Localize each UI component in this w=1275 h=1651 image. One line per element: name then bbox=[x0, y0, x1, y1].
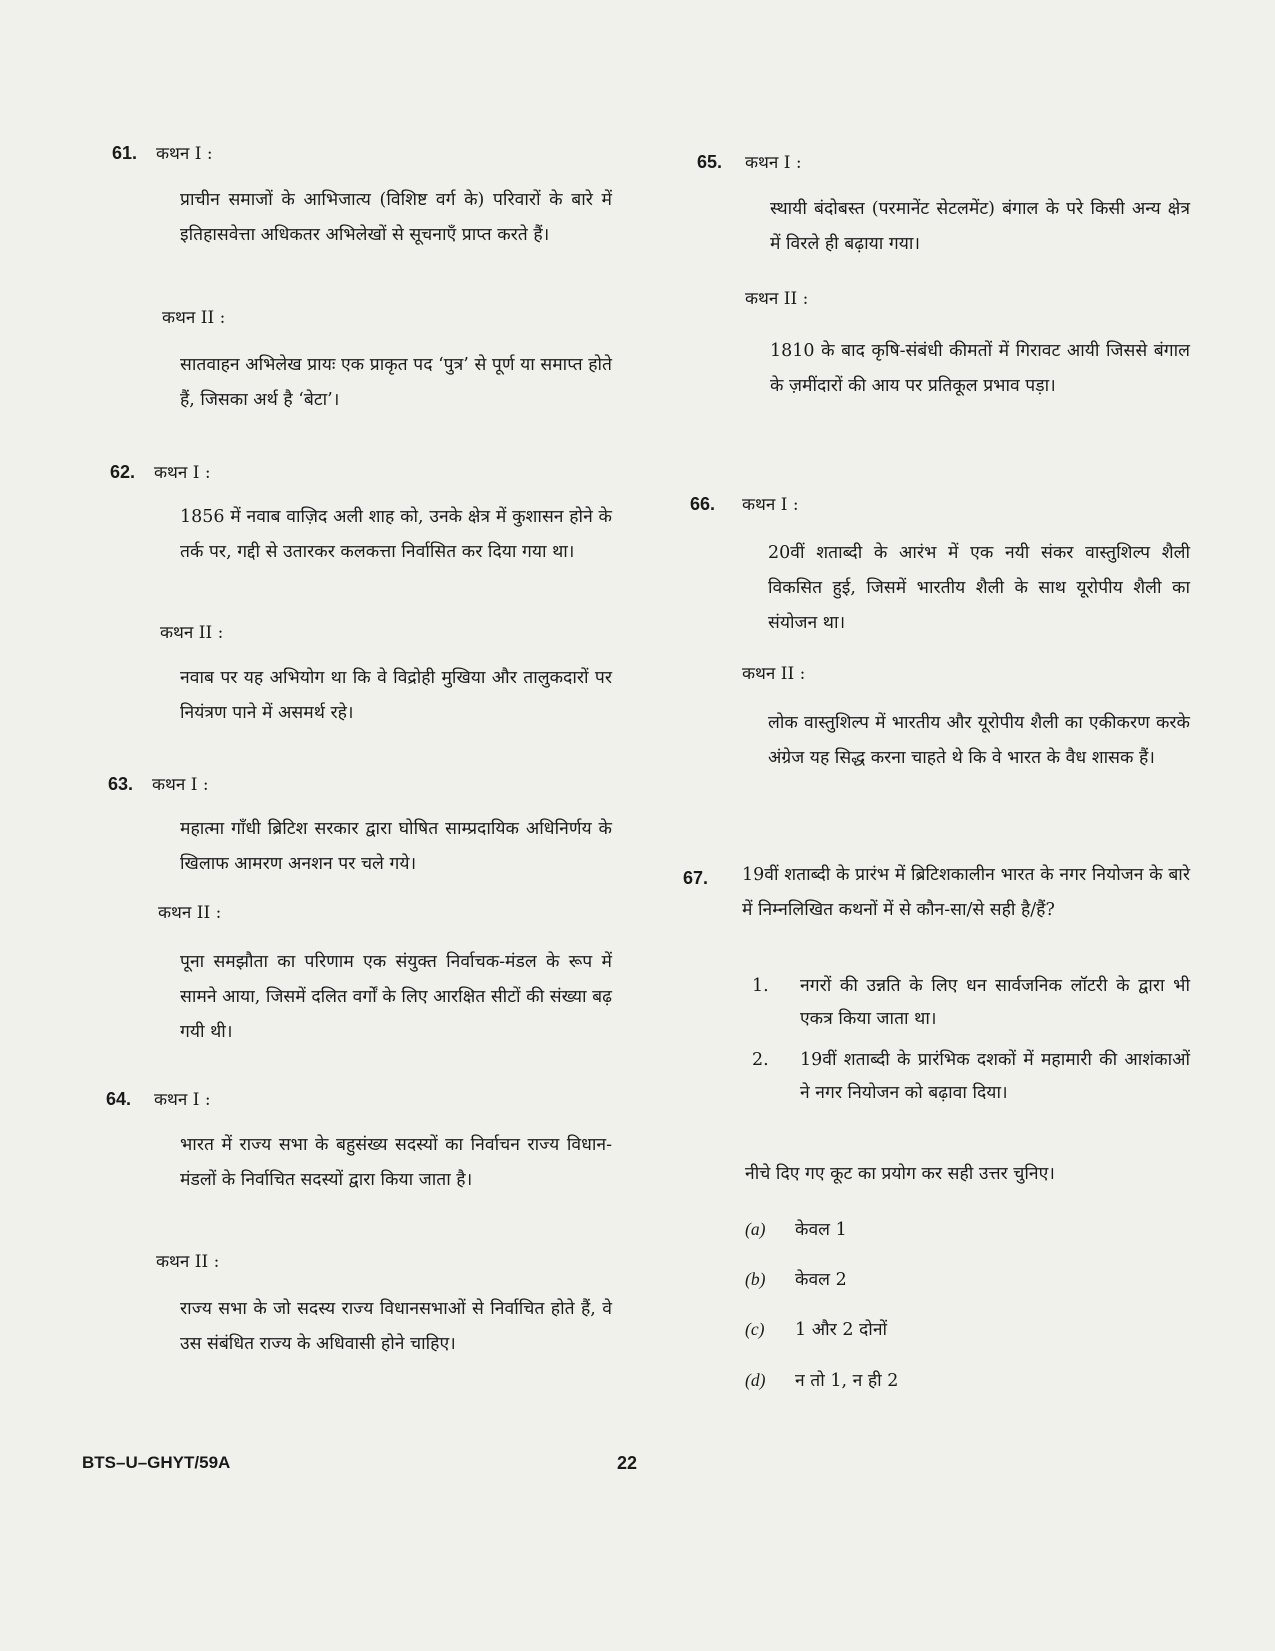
question-63-header bbox=[108, 774, 608, 796]
item-number: 1. bbox=[752, 976, 769, 996]
question-62-header bbox=[110, 462, 610, 484]
statement-2-label: कथन II : bbox=[156, 1252, 220, 1272]
statement-2-text: पूना समझौता का परिणाम एक संयुक्त निर्वाचक-मंडल के रूप में सामने आया, जिसमें दलित वर्गों के लिए आरक्षित सीटों की संख्या बढ़ गयी थी। bbox=[180, 952, 612, 1042]
list-item bbox=[752, 1044, 1190, 1144]
statement-2-text: लोक वास्तुशिल्प में भारतीय और यूरोपीय शैली का एकीकरण करके अंग्रेज यह सिद्ध करना चाहते थे कि वे भारत के वैध शासक हैं। bbox=[768, 713, 1190, 768]
question-67-stem: 19वीं शताब्दी के प्रारंभ में ब्रिटिशकालीन भारत के नगर नियोजन के बारे में निम्नलिखित कथनों में से कौन-सा/से सही है/हैं? bbox=[742, 865, 1190, 920]
question-number: 67. bbox=[683, 868, 709, 888]
question-66-header bbox=[690, 494, 1190, 516]
option-text: केवल 2 bbox=[795, 1270, 847, 1290]
statement-1-label: कथन I : bbox=[152, 775, 209, 795]
item-text: नगरों की उन्नति के लिए धन सार्वजनिक लॉटरी के द्वारा भी एकत्र किया जाता था। bbox=[800, 976, 1190, 1029]
question-64-header bbox=[106, 1089, 606, 1111]
question-number: 66. bbox=[690, 494, 716, 514]
question-number: 63. bbox=[108, 774, 134, 794]
statement-2-text: नवाब पर यह अभियोग था कि वे विद्रोही मुखिया और तालुकदारों पर नियंत्रण पाने में असमर्थ रहे। bbox=[180, 668, 612, 723]
question-61-header bbox=[112, 143, 612, 165]
item-text: 19वीं शताब्दी के प्रारंभिक दशकों में महामारी की आशंकाओं ने नगर नियोजन को बढ़ावा दिया। bbox=[800, 1050, 1190, 1103]
statement-1-label: कथन I : bbox=[154, 463, 211, 483]
statement-1-label: कथन I : bbox=[742, 495, 799, 515]
question-65-header bbox=[697, 152, 1197, 174]
statement-1-text: स्थायी बंदोबस्त (परमानेंट सेटलमेंट) बंगाल के परे किसी अन्य क्षेत्र में विरले ही बढ़ाया गया। bbox=[770, 199, 1190, 254]
statement-2-text: राज्य सभा के जो सदस्य राज्य विधानसभाओं से निर्वाचित होते हैं, वे उस संबंधित राज्य के अधिवासी होने चाहिए। bbox=[180, 1299, 612, 1354]
statement-2-label: कथन II : bbox=[742, 664, 806, 684]
statement-2-label: कथन II : bbox=[160, 623, 224, 643]
statement-2-label: कथन II : bbox=[158, 903, 222, 923]
option-letter: (b) bbox=[745, 1269, 766, 1289]
option-d[interactable] bbox=[745, 1368, 898, 1393]
option-b[interactable] bbox=[745, 1267, 847, 1292]
option-c[interactable] bbox=[745, 1317, 887, 1342]
statement-1-label: कथन I : bbox=[156, 144, 213, 164]
statement-1-text: 1856 में नवाब वाज़िद अली शाह को, उनके क्षेत्र में कुशासन होने के तर्क पर, गद्दी से उतारकर कलकत्ता निर्वासित कर दिया गया था। bbox=[180, 507, 612, 562]
question-number: 65. bbox=[697, 152, 723, 172]
option-a[interactable] bbox=[745, 1217, 847, 1242]
statement-2-text: 1810 के बाद कृषि-संबंधी कीमतों में गिरावट आयी जिससे बंगाल के ज़मींदारों की आय पर प्रतिकूल प्रभाव पड़ा। bbox=[770, 341, 1190, 396]
statement-1-text: 20वीं शताब्दी के आरंभ में एक नयी संकर वास्तुशिल्प शैली विकसित हुई, जिसमें भारतीय शैली के साथ यूरोपीय शैली का संयोजन था। bbox=[768, 543, 1190, 633]
statement-1-label: कथन I : bbox=[745, 153, 802, 173]
question-67-header bbox=[683, 868, 723, 890]
list-item bbox=[752, 970, 1190, 1036]
booklet-code: BTS–U–GHYT/59A bbox=[82, 1453, 231, 1472]
question-number: 64. bbox=[106, 1089, 132, 1109]
answer-instruction: नीचे दिए गए कूट का प्रयोग कर सही उत्तर चुनिए। bbox=[745, 1164, 1055, 1184]
question-number: 61. bbox=[112, 143, 138, 163]
statement-1-text: भारत में राज्य सभा के बहुसंख्य सदस्यों का निर्वाचन राज्य विधान-मंडलों के निर्वाचित सदस्यों द्वारा किया जाता है। bbox=[180, 1135, 612, 1190]
option-text: केवल 1 bbox=[795, 1220, 847, 1240]
option-letter: (d) bbox=[745, 1370, 766, 1390]
option-text: न तो 1, न ही 2 bbox=[795, 1371, 899, 1391]
item-number: 2. bbox=[752, 1050, 769, 1070]
option-text: 1 और 2 दोनों bbox=[795, 1320, 888, 1340]
option-letter: (a) bbox=[745, 1219, 766, 1239]
question-number: 62. bbox=[110, 462, 136, 482]
statement-2-label: कथन II : bbox=[745, 289, 809, 309]
statement-1-text: प्राचीन समाजों के आभिजात्य (विशिष्ट वर्ग के) परिवारों के बारे में इतिहासवेत्ता अधिकतर अभिलेखों से सूचनाएँ प्राप्त करते हैं। bbox=[180, 190, 612, 245]
statement-1-label: कथन I : bbox=[154, 1090, 211, 1110]
statement-2-label: कथन II : bbox=[162, 308, 226, 328]
page-number: 22 bbox=[617, 1453, 638, 1473]
option-letter: (c) bbox=[745, 1319, 765, 1339]
statement-2-text: सातवाहन अभिलेख प्रायः एक प्राकृत पद ‘पुत्र’ से पूर्ण या समाप्त होते हैं, जिसका अर्थ है ‘बेटा’। bbox=[180, 355, 612, 410]
statement-1-text: महात्मा गाँधी ब्रिटिश सरकार द्वारा घोषित साम्प्रदायिक अधिनिर्णय के खिलाफ आमरण अनशन पर चले गये। bbox=[180, 819, 612, 874]
